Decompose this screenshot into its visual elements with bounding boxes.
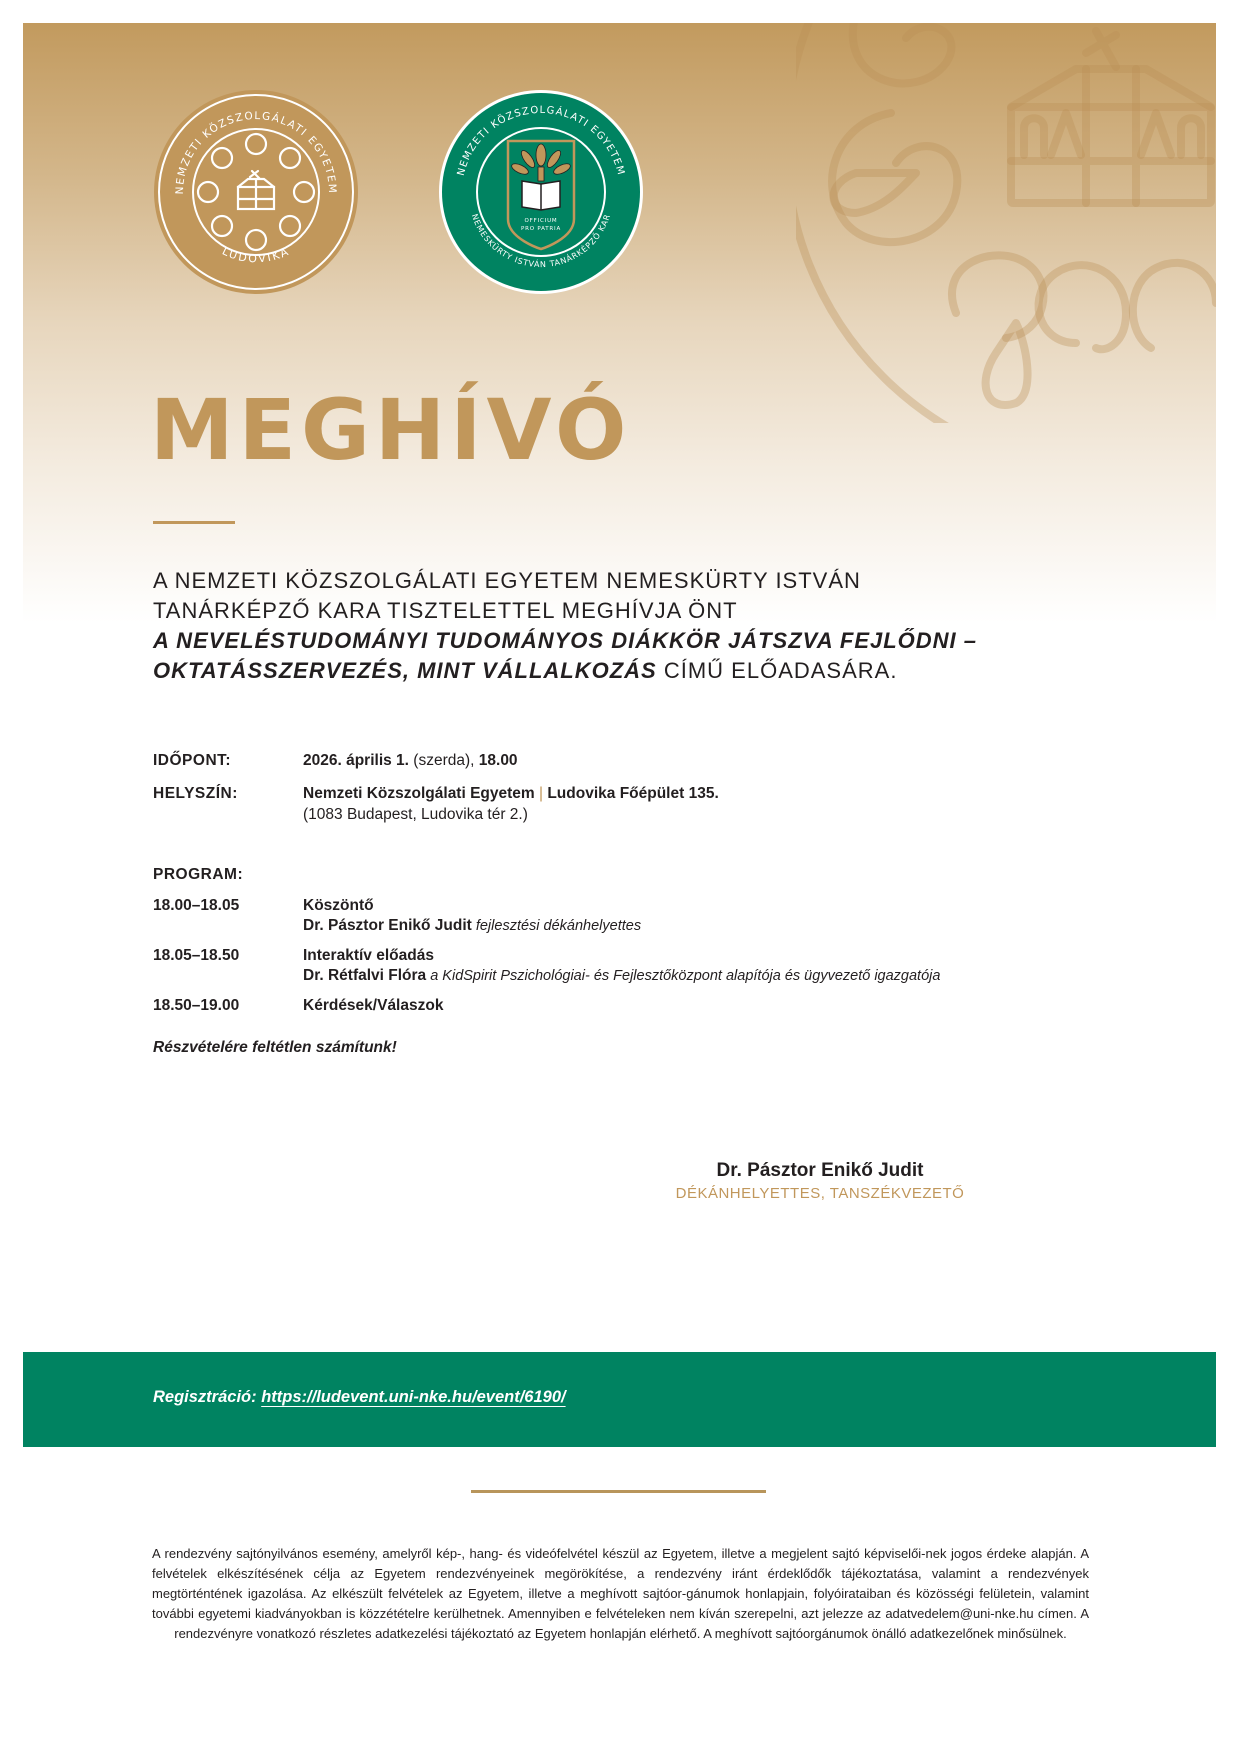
place-row [153,783,1113,825]
event-details [153,750,1113,825]
faculty-motto-line1: OFFICIUM [524,218,558,224]
program-item [153,896,1113,936]
university-logo [153,89,359,295]
program-speaker: Dr. Pásztor Enikő Judit [303,917,472,934]
program-speaker-role: fejlesztési dékánhelyettes [471,918,642,934]
program-time: 18.05–18.50 [153,947,240,964]
privacy-disclaimer: A rendezvény sajtónyilvános esemény, amelyről kép-, hang- és videófelvétel készül az Egyetem, illetve a megjelent sajtó képviselői-nek jogos érdeke alapján. A felvételek elkészítésének célja az Egyetem rendezvényeinek megörökítése, a rendezvény iránt érdeklődők tájékoztatása, valamint a rendezvények megtörténtének igazolása. Az elkészült felvételek az Egyetem, illetve a meghívott sajtóor-gánumok honlapjain, folyóirataiban és közösségi felületein, valamint további egyetemi kiadványokban is közzétételre kerülhetnek. Amennyiben e felvételeken nem kíván szerepelni, azt jelezze az adatvedelem@uni-nke.hu címen. A rendezvényre vonatkozó részletes adatkezelési tájékoztató az Egyetem honlapján elérhető. A meghívott sajtóorgánumok önálló adatkezelőnek minősülnek. [152,1546,1089,1641]
university-ring-text-bottom: LUDOVIKA [220,244,292,266]
time-label: IDŐPONT: [153,752,232,769]
program-speaker-role: a KidSpirit Pszichológiai- és Fejlesztőközpont alapítója és ügyvezető igazgatója [426,968,941,984]
intro-line-3: A NEVELÉSTUDOMÁNYI TUDOMÁNYOS DIÁKKÖR JÁTSZVA FEJLŐDNI – [153,628,978,653]
program-heading: PROGRAM: [153,866,244,883]
program-item [153,996,1113,1016]
place-value [303,783,719,825]
program-time: 18.00–18.05 [153,897,240,914]
program-title: Interaktív előadás [303,947,434,964]
registration-link[interactable]: https://ludevent.uni-nke.hu/event/6190/ [261,1388,566,1406]
intro-line-4 [153,656,1103,686]
program-item [153,946,1113,986]
faculty-logo [438,89,644,295]
university-seal-icon [153,89,359,295]
faculty-seal-icon [438,89,644,295]
program-list [153,896,1113,1026]
time-row [153,750,1113,771]
event-hour: 18.00 [478,752,518,769]
ornament-watermark-icon [796,23,1216,423]
event-date: 2026. április 1. [303,752,409,769]
lecture-title-emphasis: OKTATÁSSZERVEZÉS, MINT VÁLLALKOZÁS [153,658,657,683]
university-ring-text-top: NEMZETI KÖZSZOLGÁLATI EGYETEM [173,109,339,195]
faculty-ring-text-bottom: NEMESKÜRTY ISTVÁN TANÁRKÉPZŐ KAR [469,212,613,270]
invitation-intro [153,566,1103,686]
registration-text [153,1388,566,1407]
intro-line-1: A NEMZETI KÖZSZOLGÁLATI EGYETEM NEMESKÜRTY ISTVÁN [153,568,861,593]
signature-block [620,1159,1020,1205]
program-speaker: Dr. Rétfalvi Flóra [303,967,427,984]
closing-note: Részvételére feltétlen számítunk! [153,1039,397,1056]
program-title: Kérdések/Válaszok [303,997,444,1014]
venue-separator: | [534,785,548,802]
venue-name: Nemzeti Közszolgálati Egyetem [303,785,535,802]
venue-address: (1083 Budapest, Ludovika tér 2.) [303,806,528,823]
faculty-ring-text-top: NEMZETI KÖZSZOLGÁLATI EGYETEM [455,104,627,178]
program-title: Köszöntő [303,897,374,914]
intro-line-4-rest: CÍMŰ ELŐADASÁRA. [656,658,898,683]
signatory-title: DÉKÁNHELYETTES, TANSZÉKVEZETŐ [675,1185,965,1202]
footer-divider [471,1490,766,1493]
page-title: MEGHÍVÓ [150,381,632,479]
venue-room: Ludovika Főépület 135. [547,785,719,802]
registration-banner [23,1352,1216,1447]
intro-line-2: TANÁRKÉPZŐ KARA TISZTELETTEL MEGHÍVJA ÖNT [153,598,738,623]
time-value [303,750,518,771]
registration-label: Regisztráció: [153,1388,262,1406]
event-day: (szerda), [409,752,479,769]
program-time: 18.50–19.00 [153,997,240,1014]
faculty-motto-line2: PRO PATRIA [520,226,562,232]
title-divider [153,521,235,524]
place-label: HELYSZÍN: [153,785,238,802]
signatory-name: Dr. Pásztor Enikő Judit [716,1160,924,1181]
